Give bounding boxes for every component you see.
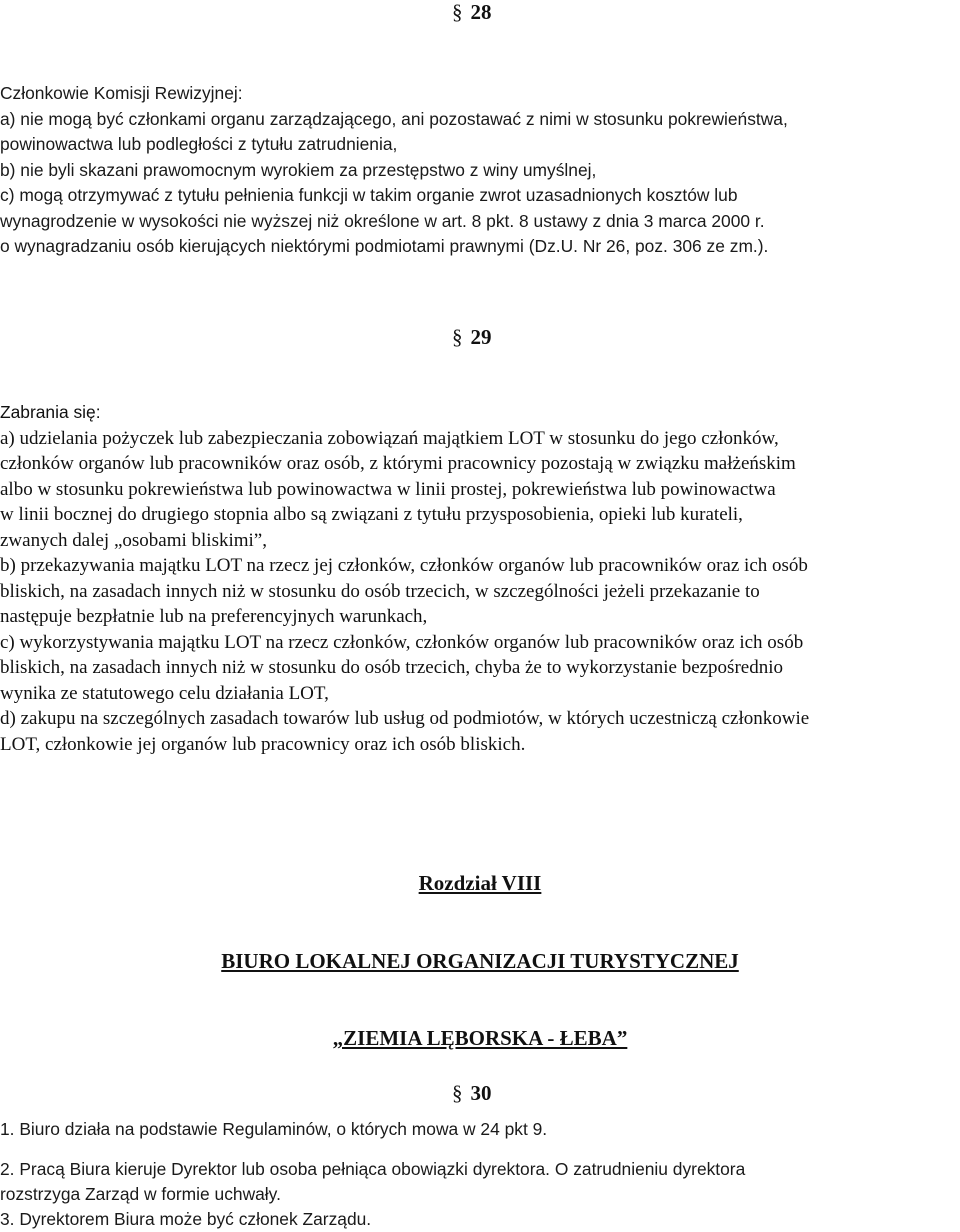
section-30-item: 3. Dyrektorem Biura może być członek Zarządu. [0,1209,372,1229]
section-28-line: b) nie byli skazani prawomocnym wyrokiem za przestępstwo z winy umyślnej, [0,159,597,180]
section-sign-icon: § [452,0,463,24]
section-28-line: powinowactwa lub podległości z tytułu zatrudnienia, [0,134,398,154]
section-29-intro: Zabrania się: [0,402,101,422]
section-29-line: następuje bezpłatnie lub na preferencyjnych warunkach, [0,606,428,627]
chapter-title: Rozdział VIII [418,871,542,895]
section-28-line: wynagrodzenie w wysokości nie wyższej niż określone w art. 8 pkt. 8 ustawy z dnia 3 marca 2000 r. [0,210,765,231]
section-29-line: LOT, członkowie jej organów lub pracownicy oraz ich osób bliskich. [0,733,526,755]
section-29-line: bliskich, na zasadach innych niż w stosunku do osób trzecich, w szczególności jeżeli przekazanie to [0,580,760,602]
section-28-body [0,81,960,260]
section-sign-icon: § [452,325,463,349]
section-29-line: wynika ze statutowego celu działania LOT, [0,682,329,704]
section-29-line: zwanych dalej „osobami bliskimi”, [0,529,267,551]
section-30-item: rozstrzyga Zarząd w formie uchwały. [0,1184,281,1204]
section-28-line: c) mogą otrzymywać z tytułu pełnienia funkcji w takim organie zwrot uzasadnionych kosztów lub [0,185,738,205]
chapter-name: „ZIEMIA LĘBORSKA - ŁEBA” [332,1026,628,1050]
section-29-line: bliskich, na zasadach innych niż w stosunku do osób trzecich, chyba że to wykorzystanie bezpośrednio [0,657,783,678]
section-29-line: b) przekazywania majątku LOT na rzecz jej członków, członków organów lub pracowników oraz ich osób [0,555,808,576]
section-29-line: członków organów lub pracowników oraz osób, z którymi pracownicy pozostają w związku małżeńskim [0,453,796,474]
section-30-number: 30 [470,1081,492,1105]
section-29-line: d) zakupu na szczególnych zasadach towarów lub usług od podmiotów, w których uczestniczą członkowie [0,708,810,729]
section-29-line: albo w stosunku pokrewieństwa lub powinowactwa w linii prostej, pokrewieństwa lub powinowactwa [0,478,776,500]
section-30-item: 2. Pracą Biura kieruje Dyrektor lub osoba pełniąca obowiązki dyrektora. O zatrudnieniu dyrektora [0,1159,746,1179]
chapter-subtitle: BIURO LOKALNEJ ORGANIZACJI TURYSTYCZNEJ [221,949,739,973]
section-29-heading [452,325,492,350]
section-sign-icon: § [452,1081,463,1105]
section-30-heading [452,1081,492,1106]
section-29-number: 29 [470,325,492,349]
section-28-number: 28 [470,0,492,24]
section-28-heading [452,0,492,25]
section-29-line: c) wykorzystywania majątku LOT na rzecz członków, członków organów lub pracowników oraz ich osób [0,631,804,653]
section-28-line: Członkowie Komisji Rewizyjnej: [0,83,243,103]
section-30-item: 1. Biuro działa na podstawie Regulaminów, o których mowa w 24 pkt 9. [0,1119,548,1139]
section-28-line: o wynagradzaniu osób kierujących niektórymi podmiotami prawnymi (Dz.U. Nr 26, poz. 306 ze zm.). [0,236,769,256]
section-29-body [0,400,960,757]
section-28-line: a) nie mogą być członkami organu zarządzającego, ani pozostawać z nimi w stosunku pokrewieństwa, [0,108,788,129]
section-30-body [0,1117,960,1232]
section-29-line: a) udzielania pożyczek lub zabezpieczania zobowiązań majątkiem LOT w stosunku do jego członków, [0,427,779,449]
section-29-line: w linii bocznej do drugiego stopnia albo są związani z tytułu przysposobienia, opieki lub kurateli, [0,504,743,525]
